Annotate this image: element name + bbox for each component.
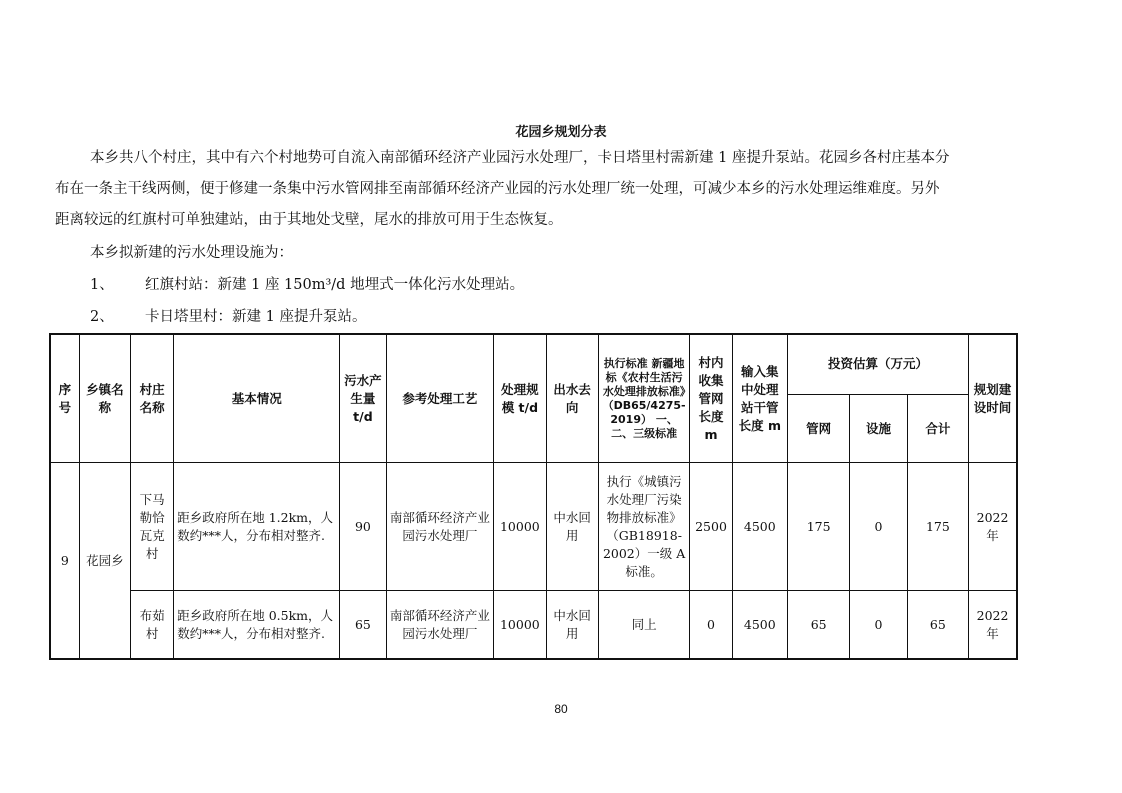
header-standard: 执行标准 新疆地标《农村生活污水处理排放标准》（DB65/4275-2019） 一、二、三级标准 [598, 334, 690, 463]
cell-plan-time: 2022年 [969, 463, 1017, 591]
planning-table [49, 333, 1018, 660]
cell-standard: 执行《城镇污水处理厂污染物排放标准》（GB18918-2002）一级 A 标准。 [598, 463, 690, 591]
cell-scale: 10000 [494, 591, 546, 659]
header-village: 村庄名称 [130, 334, 173, 463]
header-invest-pipe: 管网 [787, 394, 849, 462]
cell-pipe-in-village: 0 [690, 591, 732, 659]
header-investment: 投资估算（万元） [787, 334, 968, 394]
list-item-number: 2、 [90, 309, 114, 325]
cell-basic-info: 距乡政府所在地 0.5km，人数约***人，分布相对整齐. [174, 591, 340, 659]
page-title: 花园乡规划分表 [515, 125, 607, 140]
header-pipe-in-village: 村内收集管网长度 m [690, 334, 732, 463]
header-seq: 序号 [50, 334, 79, 463]
header-sewage-volume: 污水产生量 t/d [340, 334, 386, 463]
cell-invest-pipe: 65 [787, 591, 849, 659]
cell-town: 花园乡 [79, 463, 130, 659]
cell-seq: 9 [50, 463, 79, 659]
header-scale: 处理规模 t/d [494, 334, 546, 463]
table-row [50, 591, 1017, 659]
cell-invest-facility: 0 [850, 591, 907, 659]
cell-invest-total: 65 [907, 591, 968, 659]
header-invest-total: 合计 [907, 394, 968, 462]
header-outlet: 出水去向 [546, 334, 598, 463]
cell-process: 南部循环经济产业园污水处理厂 [386, 463, 494, 591]
cell-basic-info: 距乡政府所在地 1.2km，人数约***人，分布相对整齐. [174, 463, 340, 591]
header-process: 参考处理工艺 [386, 334, 494, 463]
cell-trunk-pipe: 4500 [732, 463, 787, 591]
cell-scale: 10000 [494, 463, 546, 591]
cell-sewage-volume: 65 [340, 591, 386, 659]
cell-sewage-volume: 90 [340, 463, 386, 591]
cell-village: 下马勒恰瓦克村 [130, 463, 173, 591]
intro-paragraph [55, 143, 1055, 236]
page-number: 80 [554, 702, 568, 716]
paragraph-line-3: 距离较远的红旗村可单独建站，由于其地处戈壁，尾水的排放可用于生态恢复。 [55, 212, 563, 228]
header-town: 乡镇名称 [79, 334, 130, 463]
cell-standard: 同上 [598, 591, 690, 659]
paragraph-line-1: 本乡共八个村庄，其中有六个村地势可自流入南部循环经济产业园污水处理厂，卡日塔里村需新建 1 座提升泵站。花园乡各村庄基本分 [90, 150, 950, 166]
header-invest-facility: 设施 [850, 394, 907, 462]
cell-invest-facility: 0 [850, 463, 907, 591]
header-basic-info: 基本情况 [174, 334, 340, 463]
list-item-text: 卡日塔里村：新建 1 座提升泵站。 [145, 309, 367, 325]
list-item-text: 红旗村站：新建 1 座 150m³/d 地埋式一体化污水处理站。 [145, 277, 525, 293]
cell-invest-total: 175 [907, 463, 968, 591]
header-plan-time: 规划建设时间 [969, 334, 1017, 463]
cell-pipe-in-village: 2500 [690, 463, 732, 591]
cell-invest-pipe: 175 [787, 463, 849, 591]
table-row [50, 463, 1017, 591]
cell-outlet: 中水回用 [546, 463, 598, 591]
cell-process: 南部循环经济产业园污水处理厂 [386, 591, 494, 659]
cell-plan-time: 2022年 [969, 591, 1017, 659]
facility-intro: 本乡拟新建的污水处理设施为： [90, 245, 293, 261]
header-trunk-pipe: 输入集中处理站干管长度 m [732, 334, 787, 463]
cell-trunk-pipe: 4500 [732, 591, 787, 659]
paragraph-line-2: 布在一条主干线两侧，便于修建一条集中污水管网排至南部循环经济产业园的污水处理厂统一处理，可减少本乡的污水处理运维难度。另外 [55, 181, 940, 197]
cell-village: 布茹村 [130, 591, 173, 659]
cell-outlet: 中水回用 [546, 591, 598, 659]
list-item-number: 1、 [90, 277, 114, 293]
